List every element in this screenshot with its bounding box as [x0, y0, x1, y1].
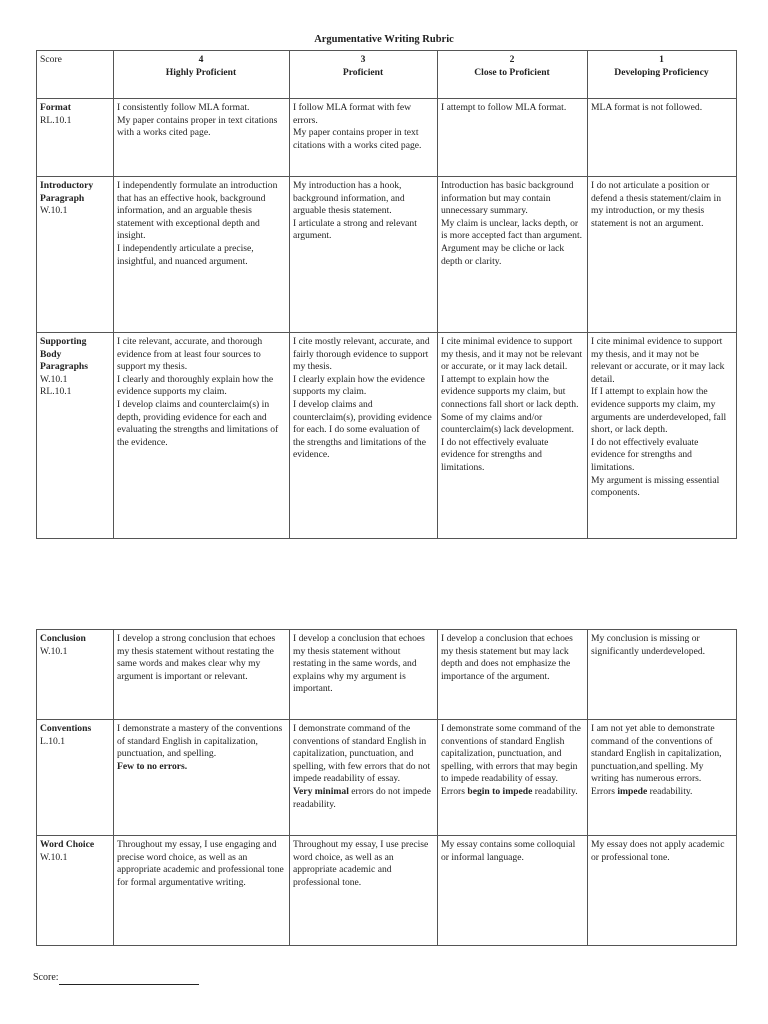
emphasis-rest: readability.	[532, 785, 578, 797]
descriptor-line: My claim is unclear, lacks depth, or is more accepted fact than argument.	[441, 217, 583, 242]
criterion-standard: W.10.1	[40, 851, 68, 863]
descriptor-line: Argument may be cliche or lack depth or clarity.	[441, 242, 565, 267]
descriptor-line: I cite minimal evidence to support my thesis, and it may not be relevant or accurate, or it may lack detail.	[441, 336, 583, 373]
descriptor-line: My essay contains some colloquial or informal language.	[441, 839, 576, 863]
level-number: 3	[360, 54, 366, 65]
descriptor-cell	[438, 630, 588, 720]
descriptor-cell	[114, 177, 290, 333]
descriptor-line: I am not yet able to demonstrate command of the conventions of standard English in capitalization, punctuation,and spelling. My writing has numerous errors.	[591, 723, 722, 785]
descriptor-line: Introduction has basic background information but may contain unnecessary summary.	[441, 180, 574, 217]
header-row	[37, 51, 737, 99]
descriptor-cell	[114, 99, 290, 177]
criterion-cell	[37, 720, 114, 836]
descriptor-line: Some of my claims and/or counterclaim(s) lack development.	[441, 411, 574, 436]
criterion-standard: L.10.1	[40, 735, 66, 747]
level-name: Highly Proficient	[165, 66, 237, 78]
descriptor-cell	[438, 836, 588, 946]
descriptor-line	[293, 786, 433, 811]
rubric-row-conclusion	[37, 630, 737, 720]
score-footer-label: Score:	[33, 972, 59, 983]
descriptor-line: I clearly explain how the evidence supports my claim.	[293, 373, 425, 398]
score-header-cell	[37, 51, 114, 99]
criterion-name: Introductory Paragraph	[40, 180, 94, 204]
rubric-row-introductory-paragraph	[37, 177, 737, 333]
descriptor-line: I do not effectively evaluate evidence for strengths and limitations.	[591, 436, 699, 473]
descriptor-line: I consistently follow MLA format.	[117, 102, 250, 113]
descriptor-line: MLA format is not followed.	[591, 102, 703, 113]
descriptor-line: My paper contains proper in text citations with a works cited page.	[293, 127, 422, 151]
descriptor-cell	[588, 177, 737, 333]
descriptor-line: I develop a strong conclusion that echoes my thesis statement without restating the same words and makes clear why my argument is important or relevant.	[117, 633, 276, 682]
criterion-standard: W.10.1	[40, 205, 68, 217]
emphasis-text: Few to no errors.	[117, 760, 188, 772]
score-footer	[33, 972, 199, 985]
descriptor-cell	[114, 836, 290, 946]
level-1-header	[588, 51, 737, 99]
descriptor-line: I attempt to follow MLA format.	[441, 102, 567, 113]
descriptor-line: Throughout my essay, I use engaging and precise word choice, as well as an appropriate academic and professional tone for formal argumentative writing.	[117, 839, 284, 888]
score-header-label: Score	[40, 54, 62, 65]
criterion-standard: W.10.1	[40, 373, 68, 385]
descriptor-line: I independently formulate an introduction that has an effective hook, background information, and an arguable thesis statement with exceptional depth and insight.	[117, 180, 278, 242]
criterion-standard: W.10.1	[40, 645, 68, 657]
descriptor-cell	[588, 333, 737, 539]
rubric-row-word-choice	[37, 836, 737, 946]
descriptor-line	[441, 786, 583, 799]
descriptor-line: I follow MLA format with few errors.	[293, 102, 412, 126]
descriptor-line: I cite relevant, accurate, and thorough evidence from at least four sources to support my thesis.	[117, 336, 263, 373]
descriptor-cell	[114, 630, 290, 720]
descriptor-line: I cite mostly relevant, accurate, and fairly thorough evidence to support my thesis.	[293, 336, 430, 373]
descriptor-line	[591, 786, 732, 799]
descriptor-cell	[290, 630, 438, 720]
rubric-row-conventions	[37, 720, 737, 836]
emphasis-rest: errors do not impede readability.	[293, 785, 431, 810]
descriptor-cell	[588, 836, 737, 946]
rubric-row-supporting-body-paragraphs	[37, 333, 737, 539]
descriptor-line: My conclusion is missing or significantly underdeveloped.	[591, 633, 706, 657]
criterion-cell	[37, 177, 114, 333]
descriptor-line: I develop a conclusion that echoes my thesis statement without restating in the same words, and explains why my argument is important.	[293, 633, 425, 695]
criterion-standard: RL.10.1	[40, 114, 72, 126]
descriptor-cell	[438, 720, 588, 836]
rubric-table-page-2	[36, 629, 737, 946]
descriptor-line: I do not effectively evaluate evidence for strengths and limitations.	[441, 436, 549, 473]
descriptor-line: I demonstrate a mastery of the conventions of standard English in capitalization, punctuation, and spelling.	[117, 723, 283, 760]
descriptor-cell	[438, 177, 588, 333]
descriptor-line: I cite minimal evidence to support my thesis, and it may not be relevant or accurate, or it may lack detail.	[591, 336, 725, 385]
emphasis-pre: Errors	[591, 785, 618, 797]
rubric-row-format	[37, 99, 737, 177]
descriptor-cell	[114, 333, 290, 539]
descriptor-line: I attempt to explain how the evidence supports my claim, but connections fall short or lack depth.	[441, 373, 579, 410]
score-blank-line[interactable]	[59, 973, 199, 985]
descriptor-cell	[588, 99, 737, 177]
criterion-standard: RL.10.1	[40, 386, 72, 398]
descriptor-line: I demonstrate command of the conventions of standard English in capitalization, punctuation, and spelling, with few errors that do not impede readability of essay.	[293, 723, 431, 785]
criterion-cell	[37, 99, 114, 177]
level-name: Developing Proficiency	[614, 66, 709, 78]
level-2-header	[438, 51, 588, 99]
rubric-table-page-1	[36, 50, 737, 539]
level-name: Proficient	[342, 66, 384, 78]
criterion-name: Conventions	[40, 723, 92, 734]
descriptor-cell	[290, 333, 438, 539]
descriptor-cell	[290, 720, 438, 836]
descriptor-line: My essay does not apply academic or professional tone.	[591, 839, 725, 863]
rubric-title: Argumentative Writing Rubric	[314, 34, 454, 45]
descriptor-line: My introduction has a hook, background information, and arguable thesis statement.	[293, 180, 405, 217]
level-3-header	[290, 51, 438, 99]
descriptor-line: Throughout my essay, I use precise word choice, as well as an appropriate academic and professional tone.	[293, 839, 429, 888]
criterion-cell	[37, 333, 114, 539]
emphasis-pre: Errors	[441, 785, 468, 797]
descriptor-line: If I attempt to explain how the evidence supports my claim, my arguments are underdeveloped, fall short, or lack depth.	[591, 386, 727, 436]
criterion-cell	[37, 836, 114, 946]
descriptor-line: I develop a conclusion that echoes my thesis statement but may lack depth and does not emphasize the importance of the argument.	[441, 633, 573, 682]
level-name: Close to Proficient	[474, 66, 550, 78]
descriptor-cell	[114, 720, 290, 836]
descriptor-cell	[290, 99, 438, 177]
descriptor-line: I articulate a strong and relevant argument.	[293, 217, 417, 242]
descriptor-line: My paper contains proper in text citations with a works cited page.	[117, 114, 278, 139]
descriptor-line: I clearly and thoroughly explain how the evidence supports my claim.	[117, 373, 274, 398]
criterion-name: Supporting Body Paragraphs	[40, 336, 88, 373]
level-4-header	[114, 51, 290, 99]
descriptor-cell	[438, 333, 588, 539]
emphasis-text: begin to impede	[467, 785, 533, 797]
criterion-name: Word Choice	[40, 839, 95, 850]
descriptor-cell	[438, 99, 588, 177]
descriptor-cell	[290, 177, 438, 333]
level-number: 1	[659, 54, 664, 65]
descriptor-line: I do not articulate a position or defend a thesis statement/claim in my introduction, or my thesis statement is not an argument.	[591, 180, 722, 229]
criterion-name: Conclusion	[40, 633, 86, 644]
descriptor-cell	[588, 630, 737, 720]
descriptor-line: I develop claims and counterclaim(s) in depth, providing evidence for each and evaluating the strengths and limitations of the evidence.	[117, 398, 279, 448]
descriptor-line: My argument is missing essential components.	[591, 474, 720, 499]
emphasis-text: impede	[617, 785, 648, 797]
criterion-name: Format	[40, 102, 71, 113]
descriptor-cell	[290, 836, 438, 946]
descriptor-line	[117, 761, 285, 774]
descriptor-line: I develop claims and counterclaim(s), providing evidence for each. I do some evaluation of the strengths and limitations of the evidence.	[293, 398, 432, 461]
level-number: 2	[509, 54, 515, 65]
level-number: 4	[198, 54, 204, 65]
emphasis-rest: readability.	[647, 785, 693, 797]
criterion-cell	[37, 630, 114, 720]
descriptor-line: I demonstrate some command of the conventions of standard English capitalization, punctuation, and spelling, with errors that may begin to impede readability of essay.	[441, 723, 581, 785]
descriptor-cell	[588, 720, 737, 836]
emphasis-text: Very minimal	[293, 785, 349, 797]
descriptor-line: I independently articulate a precise, insightful, and nuanced argument.	[117, 242, 254, 267]
